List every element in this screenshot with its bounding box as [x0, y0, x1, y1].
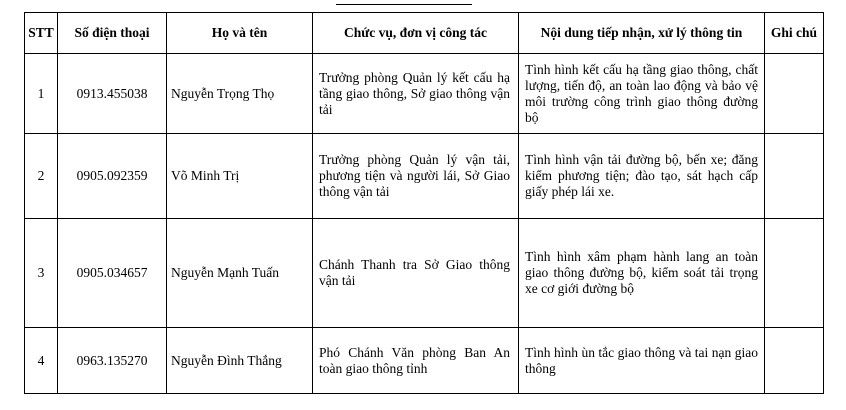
contact-table: [24, 12, 824, 394]
table-row: [25, 219, 824, 328]
cell-content: Tình hình ùn tắc giao thông và tai nạn giao thông: [519, 328, 765, 394]
cell-position: Chánh Thanh tra Sở Giao thông vận tải: [313, 219, 519, 328]
top-divider-line: [336, 4, 472, 5]
table-row: [25, 54, 824, 134]
header-position: Chức vụ, đơn vị công tác: [313, 13, 519, 54]
cell-phone: 0905.034657: [58, 219, 167, 328]
cell-phone: 0963.135270: [58, 328, 167, 394]
cell-note: [765, 219, 824, 328]
cell-content: Tình hình vận tải đường bộ, bến xe; đăng kiểm phương tiện; đào tạo, sát hạch cấp giấy phép lái xe.: [519, 134, 765, 219]
header-name: Họ và tên: [167, 13, 313, 54]
cell-content: Tình hình kết cấu hạ tầng giao thông, chất lượng, tiến độ, an toàn lao động và bảo vệ môi trường công trình giao thông đường bộ: [519, 54, 765, 134]
table-row: [25, 134, 824, 219]
cell-name: Nguyễn Mạnh Tuấn: [167, 219, 313, 328]
cell-name: Nguyễn Trọng Thọ: [167, 54, 313, 134]
cell-stt: 3: [25, 219, 58, 328]
header-content: Nội dung tiếp nhận, xử lý thông tin: [519, 13, 765, 54]
header-row: [25, 13, 824, 54]
cell-name: Võ Minh Trị: [167, 134, 313, 219]
cell-phone: 0913.455038: [58, 54, 167, 134]
cell-note: [765, 134, 824, 219]
cell-position: Trưởng phòng Quản lý kết cấu hạ tầng giao thông, Sở giao thông vận tải: [313, 54, 519, 134]
cell-content: Tình hình xâm phạm hành lang an toàn giao thông đường bộ, kiểm soát tải trọng xe cơ giới đường bộ: [519, 219, 765, 328]
cell-note: [765, 54, 824, 134]
table-row: [25, 328, 824, 394]
header-phone: Số điện thoại: [58, 13, 167, 54]
cell-position: Phó Chánh Văn phòng Ban An toàn giao thông tỉnh: [313, 328, 519, 394]
cell-stt: 4: [25, 328, 58, 394]
cell-position: Trưởng phòng Quản lý vận tải, phương tiện và người lái, Sở Giao thông vận tải: [313, 134, 519, 219]
cell-stt: 1: [25, 54, 58, 134]
cell-note: [765, 328, 824, 394]
header-stt: STT: [25, 13, 58, 54]
cell-name: Nguyễn Đình Thắng: [167, 328, 313, 394]
cell-stt: 2: [25, 134, 58, 219]
cell-phone: 0905.092359: [58, 134, 167, 219]
header-note: Ghi chú: [765, 13, 824, 54]
